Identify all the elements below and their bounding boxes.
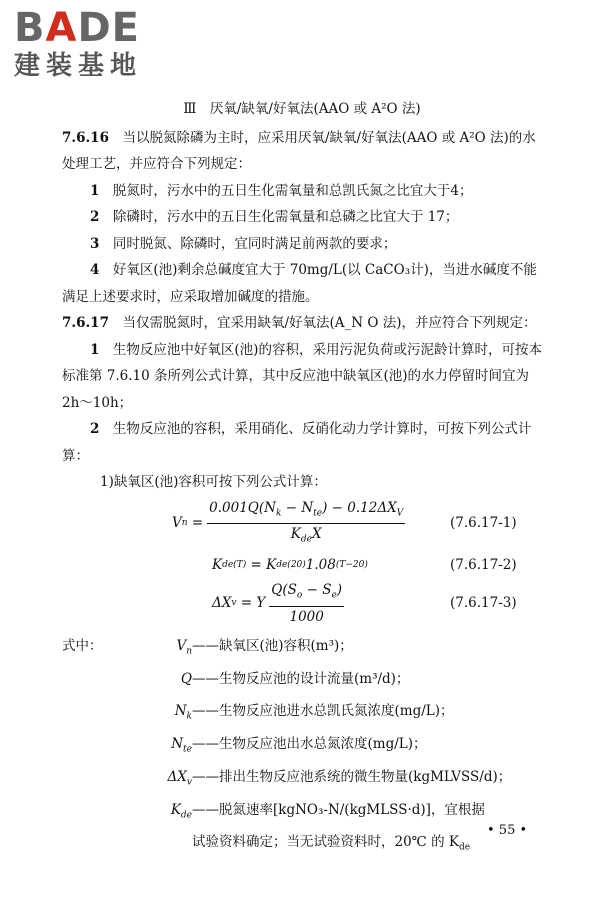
logo-subtitle: 建装基地 bbox=[14, 51, 143, 81]
logo-wordmark: BADE bbox=[14, 5, 140, 51]
page-number: • 55 • bbox=[487, 823, 528, 838]
sub-list-item: 1)缺氧区(池)容积可按下列公式计算： bbox=[100, 474, 327, 490]
brand-logo bbox=[14, 6, 174, 82]
definition-row: 式中： $V_n$ ——缺氧区(池)容积(m³)； bbox=[62, 638, 353, 657]
section-heading: Ⅲ 厌氧/缺氧/好氧法(AAO 或 A²O 法) bbox=[183, 101, 421, 117]
equation-number: (7.6.17-3) bbox=[450, 595, 517, 612]
list-item: 2 除磷时，污水中的五日生化需氧量和总磷之比宜大于 17； bbox=[90, 209, 459, 225]
list-item: 3 同时脱氮、除磷时，宜同时满足前两款的要求； bbox=[90, 235, 397, 252]
clause-7-6-16: 7.6.16 当以脱氮除磷为主时，应采用厌氧/缺氧/好氧法(AAO 或 A²O 法)的水处理工艺，并应符合下列规定： bbox=[62, 129, 536, 172]
list-item: 2 生物反应池的容积，采用硝化、反硝化动力学计算时，可按下列公式计算： bbox=[62, 421, 532, 464]
list-item: 1 脱氮时，污水中的五日生化需氧量和总凯氏氮之比宜大于4； bbox=[90, 182, 473, 199]
document-body bbox=[62, 96, 542, 862]
formula-7-6-17-1: V n = $\frac{0.001Q(N_k - N_{te}) - 0.12\Delta X_V}{K_{de}X}$ (7.6.17-1) bbox=[62, 498, 542, 550]
equation-number: (7.6.17-2) bbox=[450, 556, 517, 573]
definition-row: $N_{te}$ ——生物反应池出水总氮浓度(mg/L)； bbox=[171, 736, 427, 755]
formula-7-6-17-2: K de(T) = K de(20) 1.08 (T−20) (7.6.17-2) bbox=[62, 552, 542, 579]
definition-row: $K_{de}$ ——脱氮速率[kgNO₃-N/(kgMLSS·d)]，宜根据 bbox=[170, 801, 485, 821]
definition-row: Q ——生物反应池的设计流量(m³/d)； bbox=[180, 670, 410, 687]
list-item: 4 好氧区(池)剩余总碱度宜大于 70mg/L(以 CaCO₃计)，当进水碱度不能满足上述要求时，应采取增加碱度的措施。 bbox=[62, 262, 537, 305]
equation-number: (7.6.17-1) bbox=[450, 515, 517, 532]
definition-continuation: 试验资料确定；当无试验资料时，20℃ 的 $K_{de}$ bbox=[192, 834, 471, 853]
formula-7-6-17-3: ΔX v = Y $\frac{Q(S_o - S_e)}{1000}$ (7.6.17-3) bbox=[62, 580, 542, 627]
list-item: 1 生物反应池中好氧区(池)的容积，采用污泥负荷或污泥龄计算时，可按本标准第 7.6.10 条所列公式计算，其中反应池中缺氧区(池)的水力停留时间宜为 2h～10h； bbox=[62, 341, 542, 411]
definition-row: $\Delta X_v$ ——排出生物反应池系统的微生物量(kgMLVSS/d)； bbox=[167, 768, 512, 788]
symbol-definitions bbox=[62, 633, 542, 862]
definition-row: $N_k$ ——生物反应池进水总凯氏氮浓度(mg/L)； bbox=[174, 703, 454, 723]
clause-7-6-17: 7.6.17 当仅需脱氮时，宜采用缺氧/好氧法(A_N O 法)，并应符合下列规定： bbox=[62, 315, 537, 331]
